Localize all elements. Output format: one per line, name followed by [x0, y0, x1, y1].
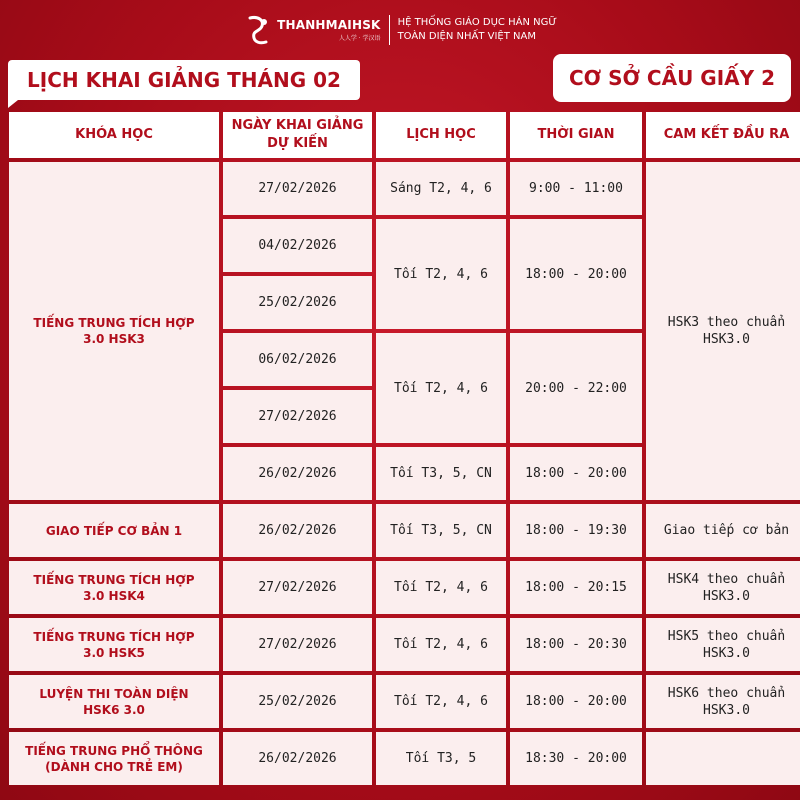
brand-sub: 人人学 · 学汉语: [338, 35, 381, 42]
course-cell: [9, 618, 219, 671]
commit-line1: HSK6 theo chuẩn: [667, 685, 786, 701]
commit-line2: HSK3.0: [703, 645, 750, 661]
table-row: [9, 675, 800, 728]
schedule-cell: Tối T2, 4, 6: [376, 618, 506, 671]
brand-header: [0, 8, 800, 52]
time-cell: 18:00 - 20:15: [510, 561, 642, 614]
brand-block: [277, 18, 380, 42]
course-line1: LUYỆN THI TOÀN DIỆN: [39, 686, 189, 701]
time-cell: 18:00 - 20:00: [510, 447, 642, 500]
time-cell: 18:30 - 20:00: [510, 732, 642, 785]
date-cell: 04/02/2026: [223, 219, 372, 272]
schedule-table-wrap: [9, 112, 791, 792]
commit-line1: Giao tiếp cơ bản: [663, 523, 790, 538]
date-cell: 26/02/2026: [223, 504, 372, 557]
table-row: [9, 618, 800, 671]
course-line1: TIẾNG TRUNG TÍCH HỢP: [33, 629, 195, 644]
date-cell: 06/02/2026: [223, 333, 372, 386]
header-start-date: [223, 112, 372, 158]
course-line2: HSK6 3.0: [83, 702, 145, 717]
commit-line2: HSK3.0: [703, 588, 750, 604]
date-cell: 25/02/2026: [223, 276, 372, 329]
commitment-cell: [646, 618, 800, 671]
schedule-cell: Tối T2, 4, 6: [376, 333, 506, 443]
time-cell: 18:00 - 20:30: [510, 618, 642, 671]
course-cell: [9, 732, 219, 785]
date-cell: 26/02/2026: [223, 447, 372, 500]
commit-line2: HSK3.0: [703, 702, 750, 718]
course-line1: TIẾNG TRUNG TÍCH HỢP: [33, 316, 195, 330]
header-start-date-line2: DỰ KIẾN: [267, 136, 328, 151]
table-row: [9, 732, 800, 785]
date-cell: 26/02/2026: [223, 732, 372, 785]
banner-tail: [8, 100, 18, 108]
commit-line1: HSK3 theo chuẩn: [667, 315, 786, 330]
commit-line1: HSK5 theo chuẩn: [667, 628, 786, 644]
commit-line1: HSK4 theo chuẩn: [667, 571, 786, 587]
tagline-line1: HỆ THỐNG GIÁO DỤC HÁN NGỮ: [397, 17, 557, 28]
commitment-cell: [646, 675, 800, 728]
table-row: [9, 561, 800, 614]
course-line2: 3.0 HSK3: [83, 332, 145, 346]
schedule-cell: Tối T3, 5, CN: [376, 504, 506, 557]
course-line2: 3.0 HSK4: [83, 588, 145, 603]
tagline-line2: TOÀN DIỆN NHẤT VIỆT NAM: [397, 31, 536, 42]
brand-name: THANHMAIHSK: [277, 18, 381, 32]
header-time: THỜI GIAN: [510, 112, 642, 158]
header-commitment: CAM KẾT ĐẦU RA: [646, 112, 800, 158]
schedule-cell: Tối T2, 4, 6: [376, 219, 506, 329]
table-row: [9, 162, 800, 215]
header-course: KHÓA HỌC: [9, 112, 219, 158]
schedule-title-banner: LỊCH KHAI GIẢNG THÁNG 02: [8, 60, 360, 100]
date-cell: 27/02/2026: [223, 561, 372, 614]
logo-icon: [243, 13, 273, 47]
schedule-table: [5, 108, 800, 789]
schedule-cell: Tối T2, 4, 6: [376, 675, 506, 728]
campus-banner: CƠ SỞ CẦU GIẤY 2: [553, 54, 791, 102]
course-cell: [9, 675, 219, 728]
time-cell: 18:00 - 19:30: [510, 504, 642, 557]
commitment-cell: [646, 561, 800, 614]
time-cell: 9:00 - 11:00: [510, 162, 642, 215]
course-cell: [9, 504, 219, 557]
brand-tagline: [398, 16, 557, 44]
date-cell: 27/02/2026: [223, 162, 372, 215]
course-line1: TIẾNG TRUNG PHỔ THÔNG: [25, 743, 203, 758]
header-start-date-line1: NGÀY KHAI GIẢNG: [231, 118, 364, 133]
course-line1: GIAO TIẾP CƠ BẢN 1: [45, 523, 183, 538]
course-cell: [9, 561, 219, 614]
commitment-cell: [646, 162, 800, 500]
course-cell: [9, 162, 219, 500]
schedule-cell: Tối T3, 5, CN: [376, 447, 506, 500]
commitment-cell: [646, 732, 800, 785]
time-cell: 18:00 - 20:00: [510, 219, 642, 329]
commit-line2: HSK3.0: [703, 332, 750, 347]
course-line2: (DÀNH CHO TRẺ EM): [45, 759, 183, 774]
time-cell: 18:00 - 20:00: [510, 675, 642, 728]
header-schedule: LỊCH HỌC: [376, 112, 506, 158]
course-line1: TIẾNG TRUNG TÍCH HỢP: [33, 572, 195, 587]
schedule-cell: Sáng T2, 4, 6: [376, 162, 506, 215]
date-cell: 27/02/2026: [223, 390, 372, 443]
date-cell: 25/02/2026: [223, 675, 372, 728]
commitment-cell: [646, 504, 800, 557]
table-header-row: [9, 112, 800, 158]
schedule-cell: Tối T3, 5: [376, 732, 506, 785]
time-cell: 20:00 - 22:00: [510, 333, 642, 443]
table-row: [9, 504, 800, 557]
date-cell: 27/02/2026: [223, 618, 372, 671]
schedule-cell: Tối T2, 4, 6: [376, 561, 506, 614]
course-line2: 3.0 HSK5: [83, 645, 145, 660]
header-divider: [389, 15, 390, 45]
